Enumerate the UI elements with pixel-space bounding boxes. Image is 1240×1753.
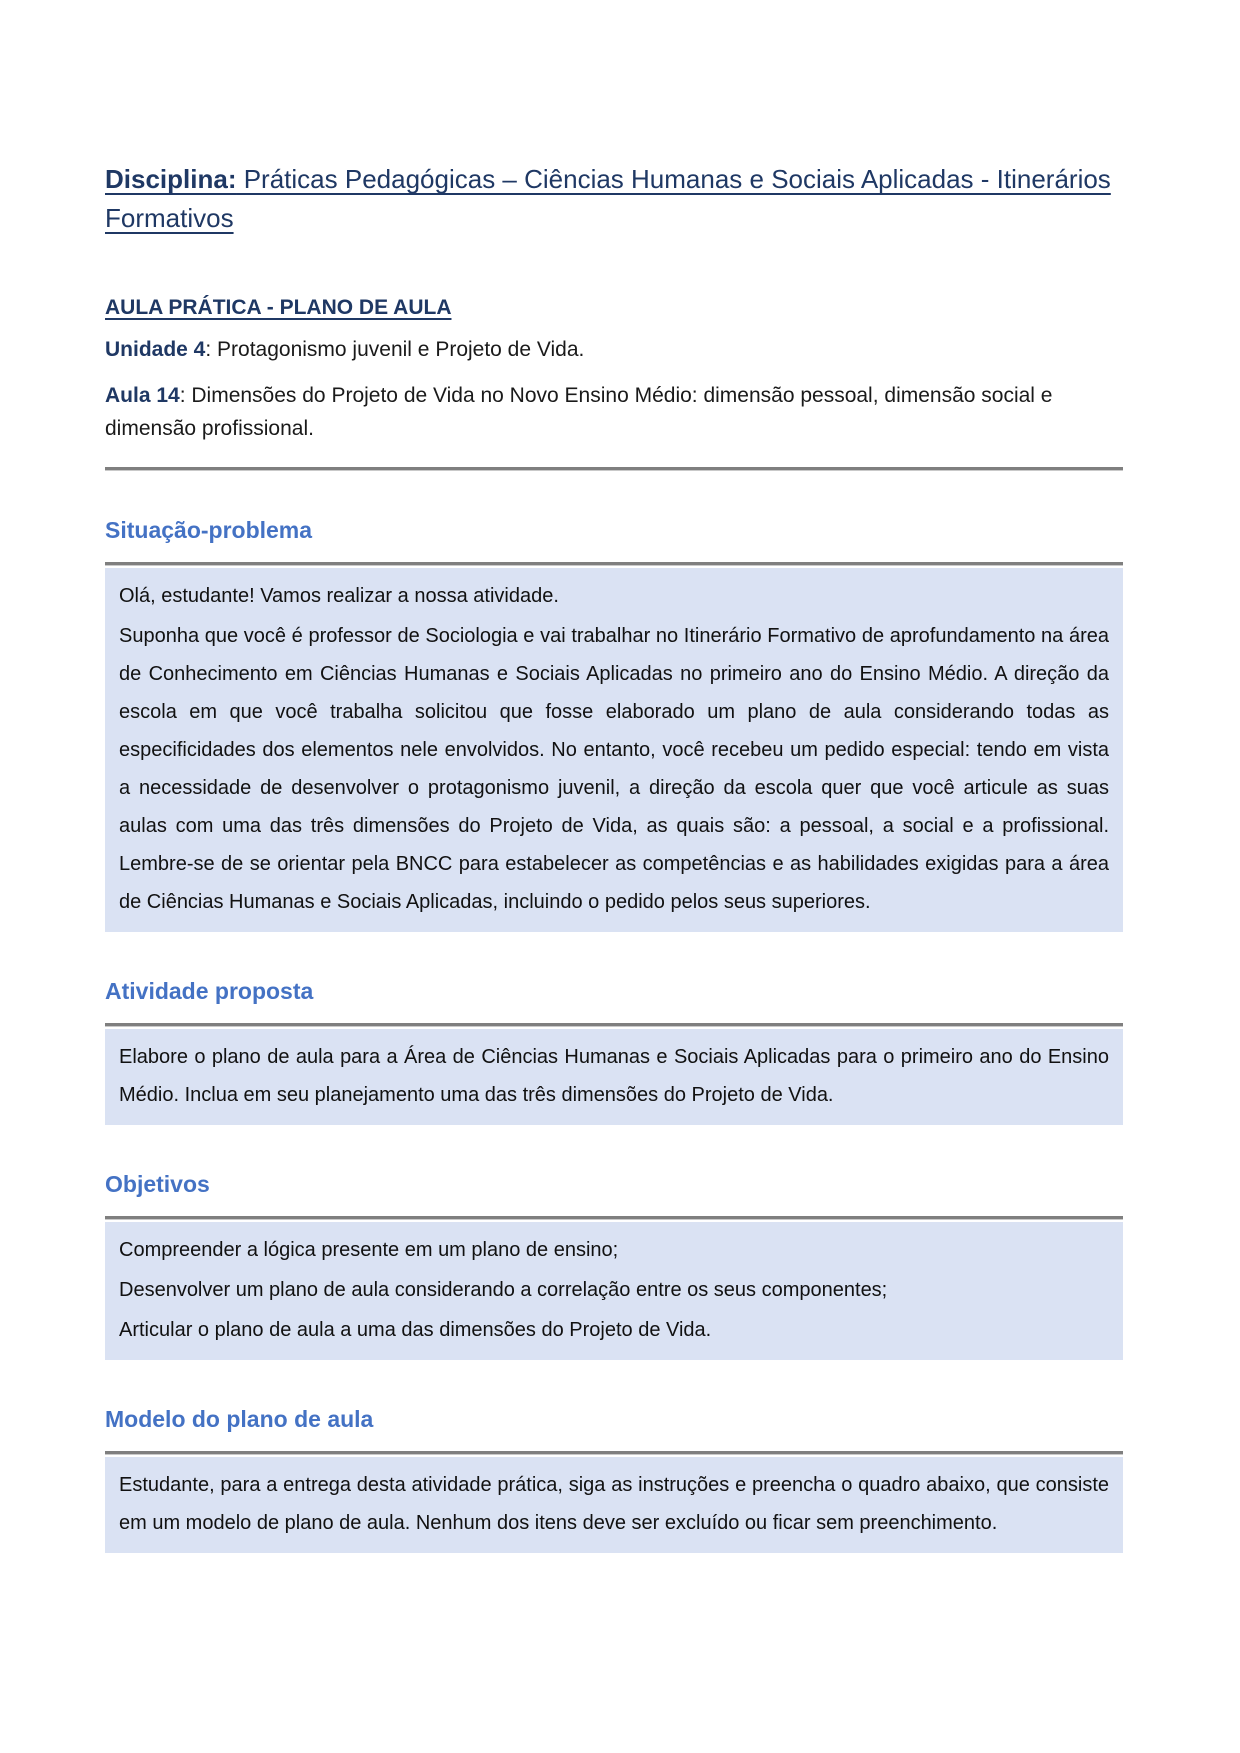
section-situacao-problema — [105, 517, 1123, 932]
section-modelo-plano-de-aula — [105, 1406, 1123, 1553]
unit-text: : Protagonismo juvenil e Projeto de Vida. — [205, 338, 585, 361]
document-content — [105, 0, 1123, 1553]
discipline-label: Disciplina: — [105, 164, 237, 194]
section-divider — [105, 1451, 1123, 1455]
section-objetivos — [105, 1171, 1123, 1360]
unit-label: Unidade 4 — [105, 338, 206, 361]
lesson-label: Aula 14 — [105, 384, 180, 407]
panel-paragraph: Estudante, para a entrega desta atividade prática, siga as instruções e preencha o quadro abaixo, que consiste em um modelo de plano de aula. Nenhum dos itens deve ser excluído ou ficar sem preenchimento. — [119, 1474, 1109, 1534]
section-atividade-proposta — [105, 978, 1123, 1125]
panel-paragraph: Compreender a lógica presente em um plano de ensino; — [119, 1239, 619, 1261]
section-heading: Modelo do plano de aula — [105, 1406, 374, 1432]
practice-lesson-subtitle: AULA PRÁTICA - PLANO DE AULA — [105, 296, 452, 319]
section-divider — [105, 1023, 1123, 1027]
header-divider — [105, 467, 1123, 471]
section-divider — [105, 562, 1123, 566]
situacao-problema-panel — [105, 568, 1123, 932]
lesson-line — [105, 379, 1123, 445]
atividade-proposta-panel — [105, 1029, 1123, 1125]
section-heading: Objetivos — [105, 1171, 210, 1197]
document-title — [105, 160, 1123, 238]
panel-paragraph: Articular o plano de aula a uma das dimensões do Projeto de Vida. — [119, 1319, 712, 1341]
panel-paragraph: Olá, estudante! Vamos realizar a nossa atividade. — [119, 585, 559, 607]
section-heading: Atividade proposta — [105, 978, 314, 1004]
objetivos-panel — [105, 1222, 1123, 1360]
panel-paragraph: Desenvolver um plano de aula considerando a correlação entre os seus componentes; — [119, 1279, 888, 1301]
panel-paragraph: Elabore o plano de aula para a Área de Ciências Humanas e Sociais Aplicadas para o primeiro ano do Ensino Médio. Inclua em seu planejamento uma das três dimensões do Projeto de Vida. — [119, 1046, 1109, 1106]
lesson-text: : Dimensões do Projeto de Vida no Novo Ensino Médio: dimensão pessoal, dimensão social e dimensão profissional. — [105, 384, 1053, 440]
panel-paragraph: Suponha que você é professor de Sociologia e vai trabalhar no Itinerário Formativo de aprofundamento na área de Conhecimento em Ciências Humanas e Sociais Aplicadas no primeiro ano do Ensino Médio. A direção da escola em que você trabalha solicitou que fosse elaborado um plano de aula considerando todas as especificidades dos elementos nele envolvidos. No entanto, você recebeu um pedido especial: tendo em vista a necessidade de desenvolver o protagonismo juvenil, a direção da escola quer que você articule as suas aulas com uma das três dimensões do Projeto de Vida, as quais são: a pessoal, a social e a profissional. Lembre-se de se orientar pela BNCC para estabelecer as competências e as habilidades exigidas para a área de Ciências Humanas e Sociais Aplicadas, incluindo o pedido pelos seus superiores. — [119, 625, 1109, 913]
modelo-plano-panel — [105, 1457, 1123, 1553]
unit-line — [105, 333, 1123, 366]
section-divider — [105, 1216, 1123, 1220]
section-heading: Situação-problema — [105, 517, 313, 543]
discipline-title-text: Práticas Pedagógicas – Ciências Humanas e Sociais Aplicadas - Itinerários Formativos — [105, 164, 1111, 233]
